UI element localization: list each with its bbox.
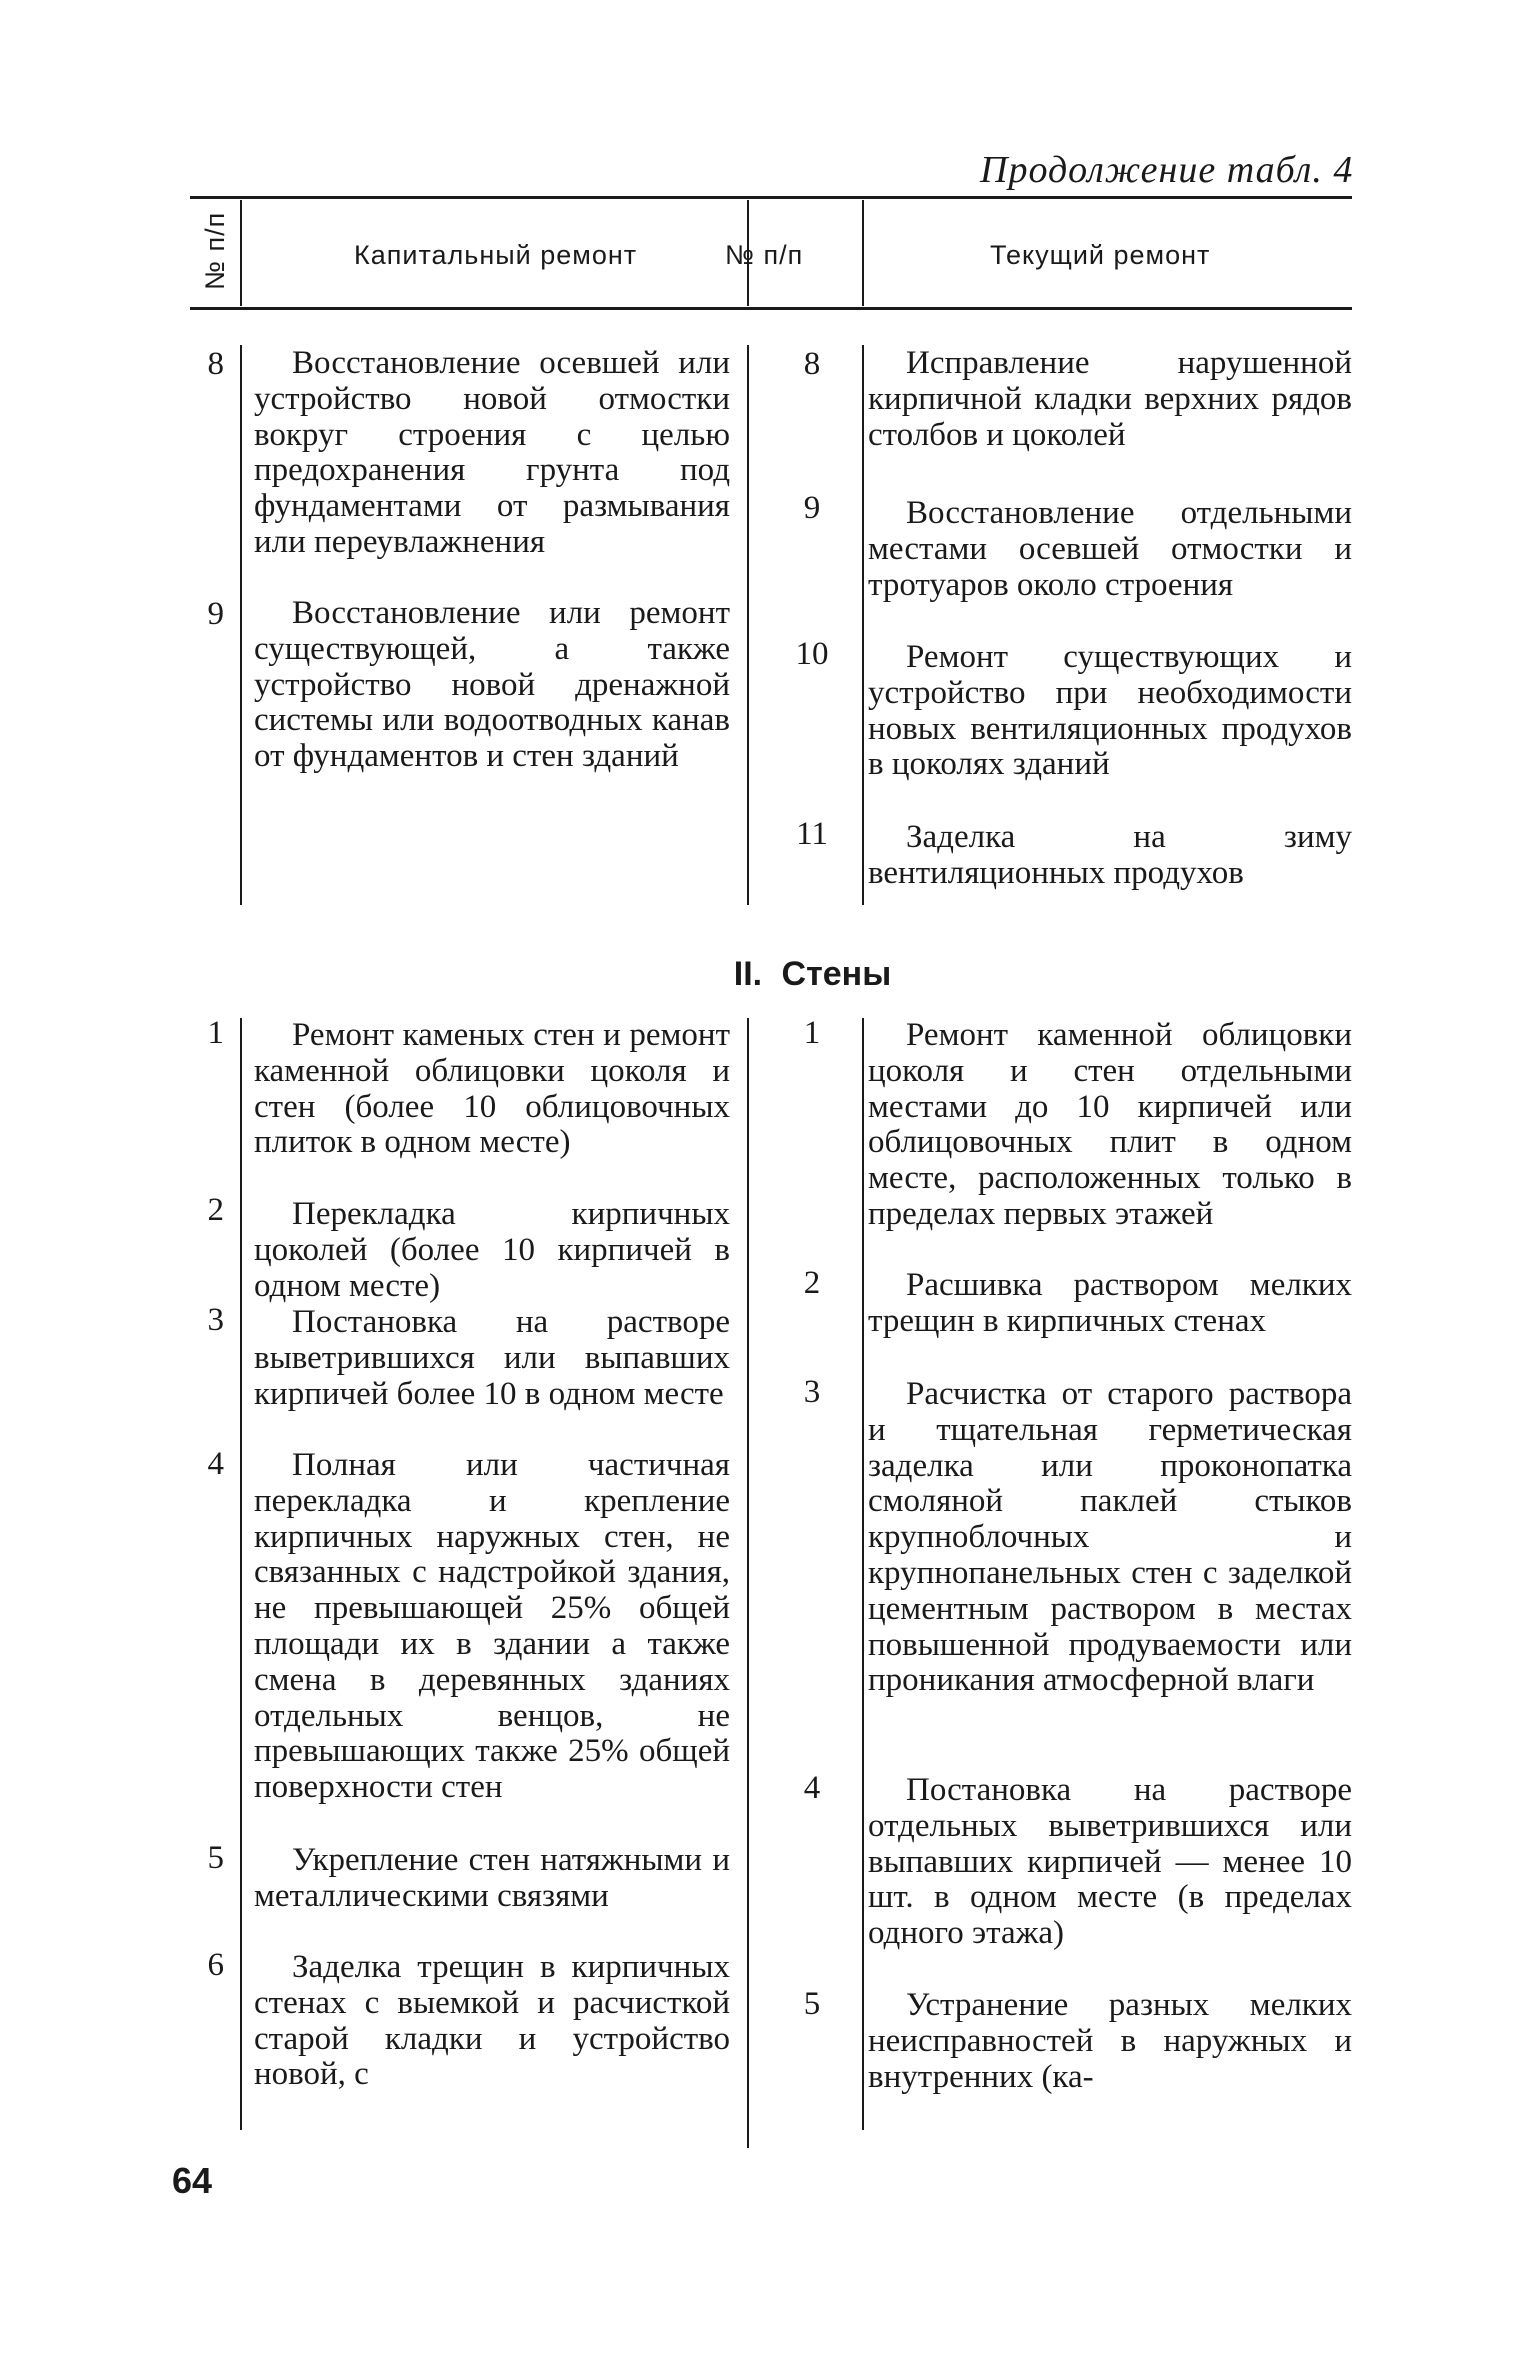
- row-number: 2: [803, 1265, 821, 1301]
- section-heading: [0, 955, 1535, 994]
- block2-rule-left: [240, 1018, 242, 2130]
- section-title: Стены: [781, 955, 892, 993]
- capital-repair-item: Ремонт каменых стен и ремонт каменной облицовки цоколя и стен (более 10 облицовочных плиток в одном месте): [254, 1017, 730, 1161]
- header-top-rule: [190, 196, 1352, 199]
- page-number: 64: [172, 2160, 213, 2201]
- current-repair-item: Исправление нарушенной кирпичной кладки верхних рядов столбов и цоколей: [868, 345, 1352, 453]
- block2-rule-mid: [747, 1018, 749, 2148]
- capital-repair-item: Постановка на растворе выветрившихся или выпавших кирпичей более 10 в одном месте: [254, 1304, 730, 1412]
- block2-rule-right: [862, 1018, 864, 2130]
- section-roman-numeral: II.: [733, 955, 763, 993]
- header-capital-repair: Капитальный ремонт: [354, 240, 638, 270]
- current-repair-item: Ремонт каменной облицовки цоколя и стен отдельными местами до 10 кирпичей или облицовочных плит в одном месте, расположенных только в пределах первых этажей: [868, 1017, 1352, 1232]
- row-number: 11: [796, 816, 828, 852]
- capital-repair-item: Восстановление или ремонт существующей, а также устройство новой дренажной системы или водоотводных канав от фундаментов и стен зданий: [254, 595, 730, 775]
- current-repair-item: Расчистка от старого раствора и тщательная герметическая заделка или проконопатка смоляной паклей стыков крупноблочных и крупнопанельных стен с заделкой цементным раствором в местах повышенной продуваемости или проникания атмосферной влаги: [868, 1376, 1352, 1699]
- block1-rule-mid: [747, 345, 749, 905]
- current-repair-item: Заделка на зиму вентиляционных продухов: [868, 819, 1352, 891]
- header-separator-3: [862, 200, 864, 306]
- capital-repair-item: Перекладка кирпичных цоколей (более 10 кирпичей в одном месте): [254, 1196, 730, 1304]
- current-repair-item: Расшивка раствором мелких трещин в кирпичных стенах: [868, 1267, 1352, 1339]
- current-repair-item: Постановка на растворе отдельных выветрившихся или выпавших кирпичей — менее 10 шт. в одном месте (в пределах одного этажа): [868, 1772, 1352, 1952]
- block1-rule-right: [862, 345, 864, 905]
- row-number: 3: [803, 1374, 821, 1410]
- header-number-mid: № п/п: [725, 240, 804, 270]
- capital-repair-item: Полная или частичная перекладка и крепление кирпичных наружных стен, не связанных с надстройкой здания, не превышающей 25% общей площади их в здании а также смена в деревянных зданиях отдельных венцов, не превышающих также 25% общей поверхности стен: [254, 1447, 730, 1806]
- row-number: 2: [207, 1192, 224, 1228]
- capital-repair-item: Заделка трещин в кирпичных стенах с выемкой и расчисткой старой кладки и устройство новой, с: [254, 1949, 730, 2093]
- row-number: 5: [207, 1840, 224, 1876]
- header-current-repair: Текущий ремонт: [990, 240, 1211, 270]
- header-separator-1: [240, 200, 242, 306]
- current-repair-item: Устранение разных мелких неисправностей в наружных и внутренних (ка-: [868, 1987, 1352, 2095]
- row-number: 3: [207, 1302, 224, 1338]
- row-number: 1: [207, 1015, 224, 1051]
- current-repair-item: Ремонт существующих и устройство при необходимости новых вентиляционных продухов в цоколях зданий: [868, 639, 1352, 783]
- row-number: 6: [207, 1947, 224, 1983]
- row-number: 1: [803, 1015, 821, 1051]
- table-continuation-caption: Продолжение табл. 4: [980, 149, 1354, 191]
- header-number-left: № п/п: [200, 211, 230, 290]
- row-number: 8: [207, 346, 224, 382]
- capital-repair-item: Восстановление осевшей или устройство новой отмостки вокруг строения с целью предохранения грунта под фундаментами от размывания или переувлажнения: [254, 345, 730, 560]
- row-number: 9: [803, 490, 821, 526]
- header-bottom-rule: [190, 307, 1352, 310]
- current-repair-item: Восстановление отдельными местами осевшей отмостки и тротуаров около строения: [868, 495, 1352, 603]
- capital-repair-item: Укрепление стен натяжными и металлическими связями: [254, 1842, 730, 1914]
- row-number: 9: [207, 596, 224, 632]
- row-number: 5: [803, 1986, 821, 2022]
- row-number: 8: [803, 346, 821, 382]
- block1-rule-left: [240, 345, 242, 905]
- row-number: 4: [803, 1770, 821, 1806]
- row-number: 10: [795, 636, 829, 672]
- row-number: 4: [207, 1446, 224, 1482]
